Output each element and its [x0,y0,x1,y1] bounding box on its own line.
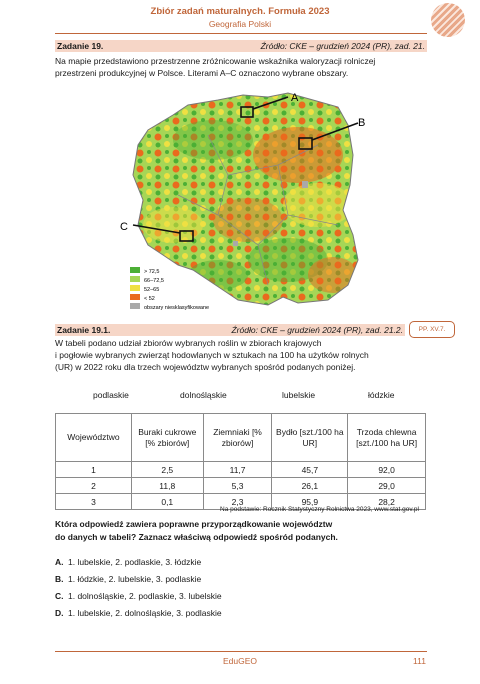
question-text [55,518,430,544]
footer-brand: EduGEO [222,656,258,666]
table-cell: 29,0 [348,478,426,494]
table-header: Trzoda chlewna [szt./100 ha UR] [348,414,426,462]
page-number: 111 [413,656,426,666]
task-19-1-source: Źródło: CKE – grudzień 2024 (PR), zad. 21.2. [231,325,403,335]
marker-c-label: C [120,221,128,233]
table-row [56,462,426,478]
answer-option-b[interactable] [55,574,201,584]
map-legend [130,267,209,311]
table-row [56,478,426,494]
table-cell: 2,5 [131,462,203,478]
task-19-text-line-2: przestrzeni produkcyjnej w Polsce. Literami A–C oznaczono wybrane obszary. [55,68,349,78]
data-table [55,413,426,510]
option-letter: B. [55,574,64,584]
table-cell: 28,2 [348,494,426,510]
option-text: 1. lubelskie, 2. dolnośląskie, 3. podlaskie [68,608,222,618]
task-19-label: Zadanie 19. [57,41,104,51]
table-cell: 92,0 [348,462,426,478]
answer-option-c[interactable] [55,591,222,601]
legend-label-1: > 72,5 [144,269,160,275]
task-19-1-text-line-3: (UR) w 2022 roku dla trzech województw wybranych spośród podanych poniżej. [55,362,356,372]
table-cell: 11,8 [131,478,203,494]
task-19-1-text-line-2: i pogłowie wybranych zwierząt hodowlanych w sztukach na 100 ha użytków rolnych [55,350,369,360]
curriculum-badge: PP. XV.7. [409,321,455,338]
voivodeship-option: podlaskie [93,390,129,400]
table-header: Ziemniaki [% zbiorów] [203,414,272,462]
legend-label-2: 66–72,5 [144,278,164,284]
task-19-text-line-1: Na mapie przedstawiono przestrzenne zróżnicowanie wskaźnika waloryzacji rolniczej [55,56,376,66]
table-cell: 45,7 [272,462,348,478]
table-cell: 2 [56,478,132,494]
voivodeship-option: łódzkie [368,390,395,400]
question-line-2: do danych w tabeli? Zaznacz właściwą odpowiedź spośród podanych. [55,532,338,542]
option-letter: C. [55,591,64,601]
header-subtitle: Geografia Polski [208,19,272,29]
header-title: Zbiór zadań maturalnych. Formuła 2023 [150,6,330,17]
marker-b-label: B [358,117,366,129]
table-header-row [56,414,426,462]
question-line-1: Która odpowiedź zawiera poprawne przyporządkowanie województw [55,519,333,529]
table-cell: 26,1 [272,478,348,494]
legend-label-4: < 52 [144,296,155,302]
table-header: Buraki cukrowe [% zbiorów] [131,414,203,462]
task-19-1-label: Zadanie 19.1. [57,325,111,335]
task-19-bar [55,40,427,52]
table-cell: 3 [56,494,132,510]
publisher-logo [431,3,465,37]
voivodeship-option: lubelskie [282,390,316,400]
voivodeship-option: dolnośląskie [180,390,227,400]
table-source: Na podstawie: Rocznik Statystyczny Rolnictwa 2023, www.stat.gov.pl [220,506,419,513]
table-cell: 95,9 [272,494,348,510]
table-cell: 2,3 [203,494,272,510]
task-19-source: Źródło: CKE – grudzień 2024 (PR), zad. 21. [260,41,425,51]
table-header: Bydło [szt./100 ha UR] [272,414,348,462]
option-letter: D. [55,608,64,618]
answer-option-d[interactable] [55,608,222,618]
option-text: 1. łódzkie, 2. lubelskie, 3. podlaskie [68,574,202,584]
answer-option-a[interactable] [55,557,201,567]
marker-a-label: A [291,92,299,104]
header-divider [55,33,427,34]
footer-divider [55,651,427,652]
table-cell: 0,1 [131,494,203,510]
task-19-1-bar [55,324,405,336]
table-cell: 5,3 [203,478,272,494]
poland-agricultural-map [118,85,368,315]
task-19-1-text-line-1: W tabeli podano udział zbiorów wybranych roślin w zbiorach krajowych [55,338,322,348]
option-text: 1. lubelskie, 2. podlaskie, 3. łódzkie [68,557,202,567]
option-letter: A. [55,557,64,567]
legend-label-5: obszary niesklasyfikowane [144,305,210,311]
option-text: 1. dolnośląskie, 2. podlaskie, 3. lubelskie [68,591,222,601]
voivodeship-list [55,390,435,402]
legend-label-3: 52–65 [144,287,160,293]
table-cell: 1 [56,462,132,478]
table-cell: 11,7 [203,462,272,478]
table-header: Województwo [56,414,132,462]
